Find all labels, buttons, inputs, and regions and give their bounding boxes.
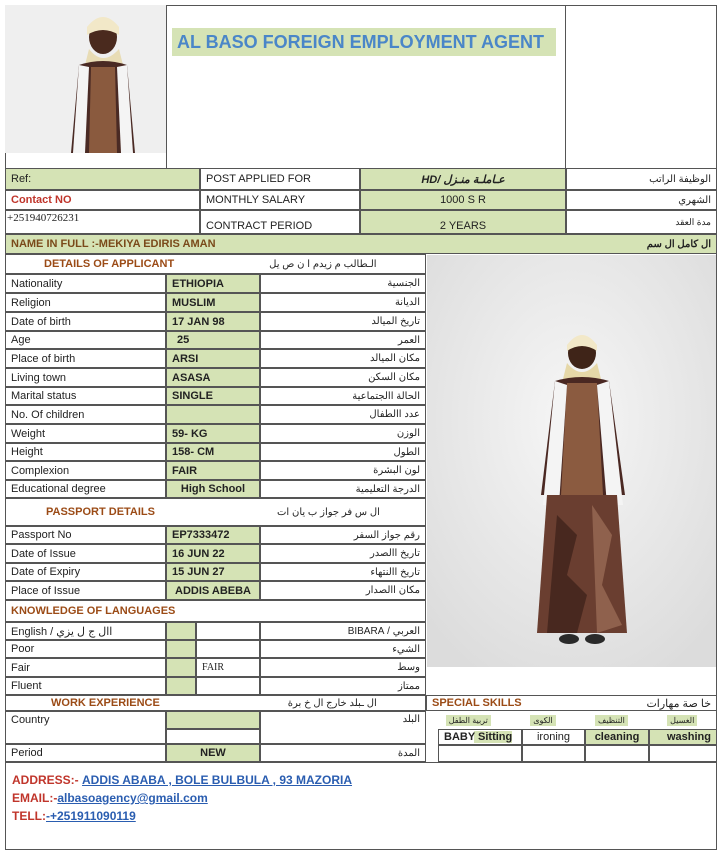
applicant-row-value: SINGLE — [166, 387, 260, 405]
passport-row-value: EP7333472 — [166, 526, 260, 544]
applicant-row-value: High School — [166, 480, 260, 498]
salary-label: MONTHLY SALARY — [200, 190, 360, 210]
applicant-row-arabic: الوزن — [260, 424, 426, 443]
tel-link[interactable]: -+251911090119 — [46, 809, 136, 823]
language-fair-english — [166, 658, 196, 677]
skill-ar-babysitting: تربية الطفل — [446, 715, 491, 726]
applicant-row-arabic: الديانة — [260, 293, 426, 312]
applicant-row-arabic: تاريخ الميالد — [260, 312, 426, 331]
passport-row-arabic: مكان االصدار — [260, 581, 426, 600]
passport-row-label: Date of Expiry — [5, 563, 166, 581]
agency-name: AL BASO FOREIGN EMPLOYMENT AGENT — [172, 28, 556, 56]
salary-arabic: الشهري — [566, 190, 717, 210]
language-arabic-label: العربي / BIBARA — [260, 622, 426, 640]
experience-section-header — [5, 695, 426, 711]
applicant-row-arabic: لون البشرة — [260, 461, 426, 480]
experience-section-title: WORK EXPERIENCE — [51, 697, 160, 709]
full-name-label: NAME IN FULL :-MEKIYA EDIRIS AMAN — [11, 238, 216, 250]
skill-ironing: ironing — [522, 729, 585, 745]
post-label: POST APPLIED FOR — [200, 168, 360, 190]
tel-line — [12, 809, 136, 823]
language-arabic-cell — [196, 622, 260, 640]
applicant-row-value: FAIR — [166, 461, 260, 480]
passport-row-value: 15 JUN 27 — [166, 563, 260, 581]
languages-section-title: KNOWLEDGE OF LANGUAGES — [11, 605, 176, 617]
skills-arabic-row — [426, 711, 717, 729]
experience-period-label: Period — [5, 744, 166, 762]
language-fair-arabic: FAIR — [196, 658, 260, 677]
applicant-row-label: Nationality — [5, 274, 166, 293]
full-name — [5, 234, 717, 254]
contract-label: CONTRACT PERIOD — [200, 210, 360, 234]
applicant-row-label: Weight — [5, 424, 166, 443]
applicant-row-label: No. Of children — [5, 405, 166, 424]
applicant-row-arabic: الجنسية — [260, 274, 426, 293]
tel-label: TELL: — [12, 809, 46, 823]
language-poor-english — [166, 640, 196, 658]
skill-ar-washing: الغسيل — [667, 715, 697, 726]
language-fair-label: Fair — [5, 658, 166, 677]
person-photo-icon — [5, 5, 166, 153]
post-arabic: الوظيفة الراتب — [566, 168, 717, 190]
skill-washing: washing — [649, 729, 717, 745]
passport-section-header — [5, 498, 426, 526]
applicant-row-label: Educational degree — [5, 480, 166, 498]
address-link[interactable]: ADDIS ABABA , BOLE BULBULA , 93 MAZORIA — [82, 773, 353, 787]
applicant-photo-small — [5, 5, 166, 153]
skill-blank-2 — [522, 745, 585, 762]
applicant-row-label: Complexion — [5, 461, 166, 480]
applicant-row-label: Place of birth — [5, 349, 166, 368]
applicant-row-arabic: مكان السكن — [260, 368, 426, 387]
language-poor-arabic — [196, 640, 260, 658]
skills-section-header — [426, 695, 717, 711]
full-body-photo-icon — [427, 255, 716, 667]
applicant-row-arabic: الحالة االجتماعية — [260, 387, 426, 405]
experience-period-arabic: المدة — [260, 744, 426, 762]
post-value: HD/ عـاملـة منـزل — [360, 168, 566, 190]
passport-section-arabic: ال س فر جواز ب يان ات — [277, 506, 380, 518]
full-name-arabic: ال كامل ال سم — [646, 238, 711, 250]
email-line — [12, 791, 208, 805]
language-fluent-english — [166, 677, 196, 695]
applicant-row-value: 25 — [166, 331, 260, 349]
skill-babysitting — [438, 729, 522, 745]
passport-row-value: 16 JUN 22 — [166, 544, 260, 563]
contact-number: +251940726231 — [5, 210, 200, 234]
experience-section-arabic: ال ـبلد خارج ال خ برة — [287, 697, 377, 709]
applicant-row-value: 158- CM — [166, 443, 260, 461]
skills-section-arabic: خا صة مهارات — [646, 697, 711, 710]
applicant-row-value: ARSI — [166, 349, 260, 368]
language-fluent-arabic — [196, 677, 260, 695]
address-line — [12, 773, 352, 787]
skill-blank-3 — [585, 745, 649, 762]
applicant-row-label: Age — [5, 331, 166, 349]
applicant-row-value: 17 JAN 98 — [166, 312, 260, 331]
skill-cleaning: cleaning — [585, 729, 649, 745]
applicant-row-label: Height — [5, 443, 166, 461]
experience-period-value: NEW — [166, 744, 260, 762]
language-poor-ar-label: الشيء — [260, 640, 426, 658]
applicant-row-arabic: الطول — [260, 443, 426, 461]
language-fair-ar-label: وسط — [260, 658, 426, 677]
applicant-row-value: 59- KG — [166, 424, 260, 443]
experience-country-label: Country — [5, 711, 166, 744]
header-left-divider — [166, 5, 167, 168]
contract-arabic: مدة العقد — [566, 210, 717, 234]
passport-row-value: ADDIS ABEBA — [166, 581, 260, 600]
applicant-row-label: Living town — [5, 368, 166, 387]
applicant-section-arabic: الـطالب م زيدم ا ن ص يل — [269, 258, 377, 270]
skill-ar-ironing: الكوى — [530, 715, 555, 726]
applicant-row-arabic: عدد االطفال — [260, 405, 426, 424]
header-right-divider — [565, 5, 566, 168]
applicant-section-title: DETAILS OF APPLICANT — [44, 258, 175, 270]
contact-label: Contact NO — [5, 190, 200, 210]
applicant-row-value — [166, 405, 260, 424]
salary-value: 1000 S R — [360, 190, 566, 210]
passport-row-label: Place of Issue — [5, 581, 166, 600]
language-english-cell — [166, 622, 196, 640]
experience-country-blank — [166, 729, 260, 744]
language-poor-label: Poor — [5, 640, 166, 658]
skill-babysitting-label: BABY Sitting — [444, 731, 513, 743]
applicant-row-value: ASASA — [166, 368, 260, 387]
footer-divider — [5, 762, 717, 763]
applicant-section-header — [5, 254, 426, 274]
applicant-row-arabic: مكان الميالد — [260, 349, 426, 368]
passport-row-label: Passport No — [5, 526, 166, 544]
skill-blank-1 — [438, 745, 522, 762]
skills-section-title: SPECIAL SKILLS — [432, 697, 522, 709]
email-link[interactable]: albasoagency@gmail.com — [57, 791, 208, 805]
language-fluent-label: Fluent — [5, 677, 166, 695]
passport-row-arabic: تاريخ االنتهاء — [260, 563, 426, 581]
applicant-row-value: ETHIOPIA — [166, 274, 260, 293]
contract-value: 2 YEARS — [360, 210, 566, 234]
applicant-row-label: Marital status — [5, 387, 166, 405]
applicant-row-label: Date of birth — [5, 312, 166, 331]
language-english-label: English / اال ج ل يزي — [5, 622, 166, 640]
passport-row-arabic: تاريخ االصدر — [260, 544, 426, 563]
applicant-row-label: Religion — [5, 293, 166, 312]
passport-row-label: Date of Issue — [5, 544, 166, 563]
experience-country-arabic: البلد — [260, 711, 426, 744]
address-label: ADDRESS:- — [12, 773, 79, 787]
skill-ar-cleaning: التنظيف — [595, 715, 628, 726]
experience-country-value — [166, 711, 260, 729]
applicant-photo-large — [427, 255, 716, 667]
passport-section-title: PASSPORT DETAILS — [46, 506, 155, 518]
passport-row-arabic: رقم جواز السفر — [260, 526, 426, 544]
skill-blank-4 — [649, 745, 717, 762]
applicant-row-value: MUSLIM — [166, 293, 260, 312]
email-label: EMAIL:- — [12, 791, 58, 805]
applicant-row-arabic: العمر — [260, 331, 426, 349]
language-fluent-ar-label: ممتاز — [260, 677, 426, 695]
languages-section-header — [5, 600, 426, 622]
applicant-row-arabic: الدرجة التعليمية — [260, 480, 426, 498]
ref-label: Ref: — [5, 168, 200, 190]
